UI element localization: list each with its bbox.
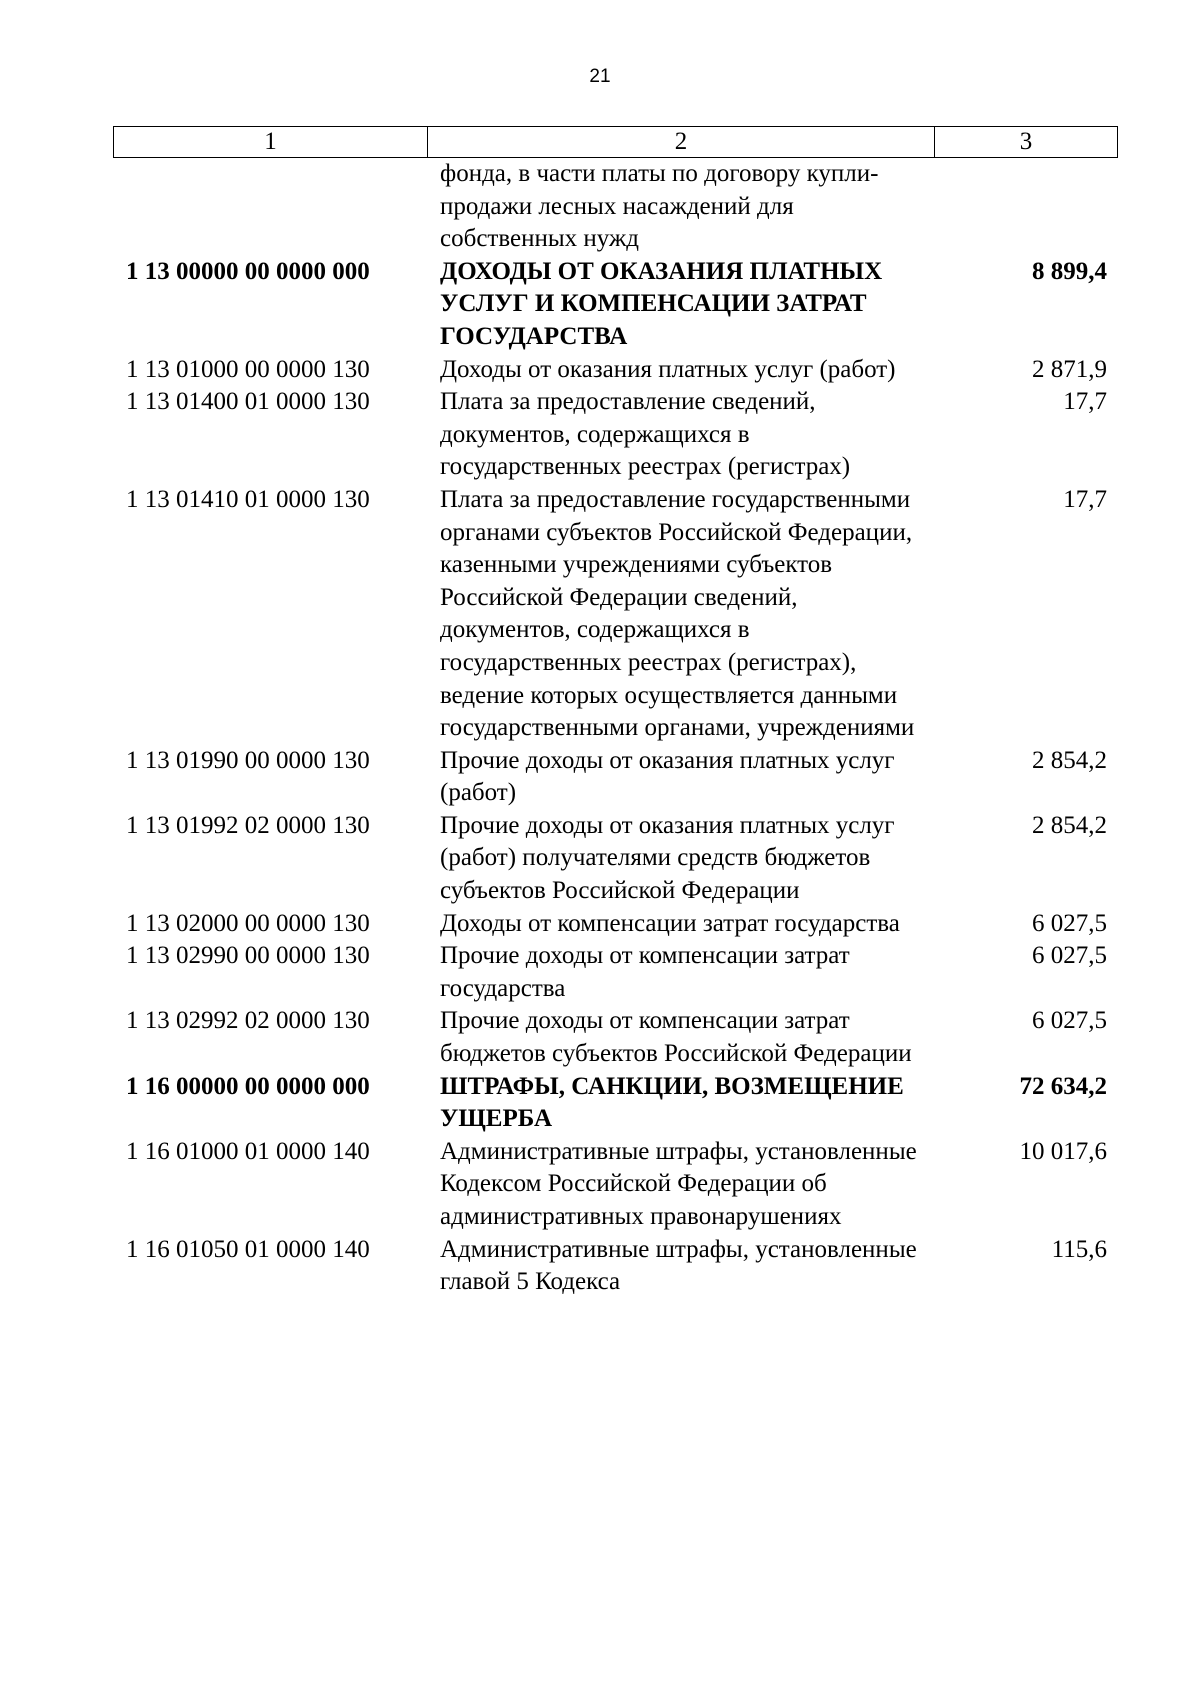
table-row — [113, 158, 1117, 256]
row-value: 115,6 — [1051, 1235, 1107, 1263]
header-cell-code: 1 — [114, 127, 428, 158]
row-name: Доходы от оказания платных услуг (работ) — [440, 355, 896, 383]
row-name: ШТРАФЫ, САНКЦИИ, ВОЗМЕЩЕНИЕ УЩЕРБА — [440, 1072, 904, 1133]
revenue-table — [113, 158, 1117, 1299]
revenue-table-body — [113, 158, 1117, 1299]
row-code: 1 16 00000 00 0000 000 — [126, 1072, 370, 1100]
row-value: 2 854,2 — [1032, 746, 1107, 774]
row-name: Плата за предоставление государственными органами субъектов Российской Федерации, казенными учреждениями субъектов Российской Федерации сведений, документов, содержащихся в государственных реестрах (регистрах), ведение которых осуществляется данными государственными органами, учреждениями — [440, 485, 915, 742]
row-code: 1 13 02000 00 0000 130 — [126, 909, 370, 937]
row-name: Плата за предоставление сведений, документов, содержащихся в государственных реестрах (регистрах) — [440, 388, 851, 481]
row-code: 1 13 01990 00 0000 130 — [126, 746, 370, 774]
table-row — [113, 745, 1117, 810]
row-name: фонда, в части платы по договору купли-продажи лесных насаждений для собственных нужд — [440, 160, 879, 253]
table-row — [113, 354, 1117, 387]
row-value: 6 027,5 — [1032, 909, 1107, 937]
row-code: 1 16 01000 01 0000 140 — [126, 1137, 370, 1165]
row-value: 6 027,5 — [1032, 942, 1107, 970]
row-value: 72 634,2 — [1019, 1072, 1107, 1100]
page-number: 21 — [589, 66, 611, 87]
header-row — [114, 127, 1118, 158]
row-value: 8 899,4 — [1032, 257, 1107, 285]
row-code: 1 13 00000 00 0000 000 — [126, 257, 370, 285]
table-row — [113, 484, 1117, 745]
row-name: Прочие доходы от компенсации затрат бюджетов субъектов Российской Федерации — [440, 1007, 912, 1068]
row-value: 6 027,5 — [1032, 1007, 1107, 1035]
row-code: 1 13 01410 01 0000 130 — [126, 485, 370, 513]
row-code: 1 13 02990 00 0000 130 — [126, 942, 370, 970]
table-row — [113, 1005, 1117, 1070]
row-value: 17,7 — [1063, 485, 1107, 513]
table-header — [113, 126, 1118, 158]
row-code: 1 13 01000 00 0000 130 — [126, 355, 370, 383]
row-code: 1 13 01992 02 0000 130 — [126, 811, 370, 839]
row-value: 2 854,2 — [1032, 811, 1107, 839]
table-row — [113, 386, 1117, 484]
header-cell-name: 2 — [428, 127, 935, 158]
row-name: Прочие доходы от компенсации затрат государства — [440, 942, 850, 1002]
row-name: ДОХОДЫ ОТ ОКАЗАНИЯ ПЛАТНЫХ УСЛУГ И КОМПЕНСАЦИИ ЗАТРАТ ГОСУДАРСТВА — [440, 257, 883, 350]
row-name: Доходы от компенсации затрат государства — [440, 909, 900, 937]
row-code: 1 16 01050 01 0000 140 — [126, 1235, 370, 1263]
row-value: 17,7 — [1063, 388, 1107, 416]
row-code — [113, 158, 427, 256]
table-row — [113, 1071, 1117, 1136]
table-row — [113, 1234, 1117, 1299]
table-row — [113, 256, 1117, 354]
table-row — [113, 810, 1117, 908]
header-cell-value: 3 — [935, 127, 1118, 158]
table-row — [113, 1136, 1117, 1234]
row-value: 10 017,6 — [1019, 1137, 1107, 1165]
row-value — [934, 158, 1117, 256]
table-row — [113, 908, 1117, 941]
table-row — [113, 940, 1117, 1005]
row-code: 1 13 01400 01 0000 130 — [126, 388, 370, 416]
row-name: Административные штрафы, установленные Кодексом Российской Федерации об административных правонарушениях — [440, 1137, 917, 1230]
row-name: Административные штрафы, установленные главой 5 Кодекса — [440, 1235, 917, 1296]
row-name: Прочие доходы от оказания платных услуг (работ) — [440, 746, 895, 807]
row-value: 2 871,9 — [1032, 355, 1107, 383]
row-name: Прочие доходы от оказания платных услуг (работ) получателями средств бюджетов субъектов Российской Федерации — [440, 811, 895, 905]
row-code: 1 13 02992 02 0000 130 — [126, 1007, 370, 1035]
